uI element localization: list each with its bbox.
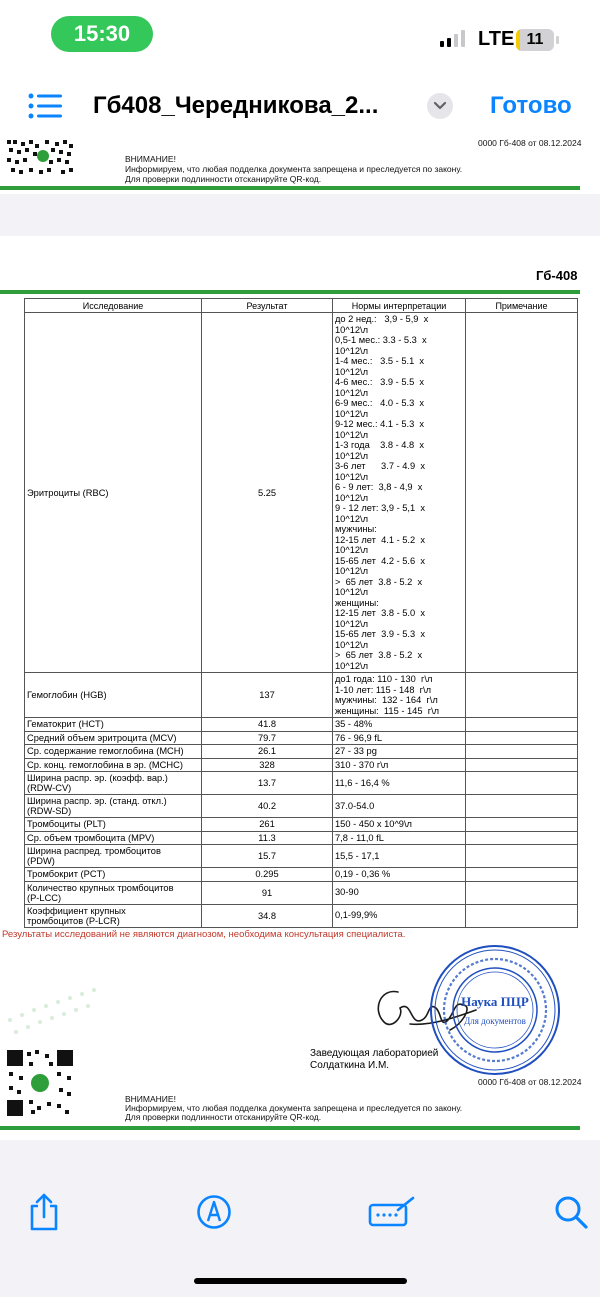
decor-dots — [0, 960, 130, 1050]
reference-range-cell: 11,6 - 16,4 % — [333, 772, 466, 795]
table-row — [25, 758, 578, 772]
green-divider — [0, 186, 580, 190]
forgery-warning: Информируем, что любая подделка документа запрещена и преследуется по закону. — [125, 164, 463, 174]
diagnosis-warning: Результаты исследований не являются диагнозом, необходима консультация специалиста. — [2, 929, 406, 940]
test-name-cell: Ср. содержание гемоглобина (MCH) — [25, 745, 202, 759]
reference-range-cell: 0,1-99,9% — [333, 904, 466, 927]
reference-range-cell: 310 - 370 г\л — [333, 758, 466, 772]
table-row — [25, 868, 578, 882]
battery-percent: 11 — [526, 31, 544, 48]
official-stamp — [427, 942, 563, 1078]
table-row — [25, 673, 578, 718]
result-cell: 34.8 — [202, 904, 333, 927]
title-menu-button[interactable] — [427, 93, 453, 119]
column-header: Нормы интерпретации — [333, 299, 466, 313]
report-code: Гб-408 — [536, 268, 578, 283]
table-row — [25, 904, 578, 927]
table-row — [25, 818, 578, 832]
attention-heading: ВНИМАНИЕ! — [125, 1094, 176, 1104]
note-cell — [466, 818, 578, 832]
result-cell: 261 — [202, 818, 333, 832]
result-cell: 11.3 — [202, 831, 333, 845]
table-row — [25, 845, 578, 868]
result-cell: 137 — [202, 673, 333, 718]
doc-number: 0000 Гб-408 от 08.12.2024 — [478, 138, 582, 148]
reference-range-cell: до1 года: 110 - 130 г\л 1-10 лет: 115 - 148 г\л мужчины: 132 - 164 г\л женщины: 115 - 145 г\л — [333, 673, 466, 718]
note-cell — [466, 673, 578, 718]
result-cell: 15.7 — [202, 845, 333, 868]
results-table — [24, 298, 578, 928]
test-name-cell: Ср. объем тромбоцита (MPV) — [25, 831, 202, 845]
note-cell — [466, 795, 578, 818]
signature-block — [310, 1048, 438, 1072]
note-cell — [466, 745, 578, 759]
time-pill[interactable] — [51, 16, 153, 52]
table-row — [25, 772, 578, 795]
reference-range-cell: 7,8 - 11,0 fL — [333, 831, 466, 845]
note-cell — [466, 731, 578, 745]
stamp-purpose: Для документов — [464, 1016, 526, 1026]
note-cell — [466, 904, 578, 927]
green-divider — [0, 290, 580, 294]
chevron-down-icon — [427, 93, 453, 119]
share-icon[interactable] — [27, 1192, 61, 1232]
test-name-cell: Ширина распред. тромбоцитов (PDW) — [25, 845, 202, 868]
result-cell: 41.8 — [202, 718, 333, 732]
test-name-cell: Ширина распр. эр. (коэфф. вар.) (RDW-CV) — [25, 772, 202, 795]
table-row — [25, 795, 578, 818]
status-time: 15:30 — [73, 21, 131, 46]
battery-tip — [556, 36, 559, 44]
note-cell — [466, 868, 578, 882]
document-title: Гб408_Чередникова_2... — [93, 92, 379, 119]
note-cell — [466, 772, 578, 795]
column-header: Примечание — [466, 299, 578, 313]
bottom-toolbar — [0, 1140, 600, 1297]
home-indicator[interactable] — [194, 1278, 407, 1284]
reference-range-cell: 35 - 48% — [333, 718, 466, 732]
nav-bar — [0, 72, 600, 140]
qr-instruction: Для проверки подлинности отсканируйте QR-код. — [125, 1112, 322, 1122]
green-divider — [0, 1126, 580, 1130]
note-cell — [466, 831, 578, 845]
search-icon[interactable] — [553, 1194, 589, 1230]
done-button[interactable]: Готово — [490, 92, 572, 119]
test-name-cell: Количество крупных тромбоцитов (P-LCC) — [25, 881, 202, 904]
reference-range-cell: 76 - 96,9 fL — [333, 731, 466, 745]
test-name-cell: Гематокрит (HCT) — [25, 718, 202, 732]
result-cell: 26.1 — [202, 745, 333, 759]
result-cell: 5.25 — [202, 313, 333, 673]
list-icon[interactable] — [28, 92, 62, 120]
markup-icon[interactable] — [196, 1194, 232, 1230]
note-cell — [466, 881, 578, 904]
doc-number: 0000 Гб-408 от 08.12.2024 — [478, 1077, 582, 1087]
column-header: Исследование — [25, 299, 202, 313]
signer-name: Солдаткина И.М. — [310, 1060, 390, 1071]
result-cell: 91 — [202, 881, 333, 904]
table-row — [25, 718, 578, 732]
table-row — [25, 831, 578, 845]
reference-range-cell: 30-90 — [333, 881, 466, 904]
cellular-signal-icon — [440, 30, 465, 47]
test-name-cell: Тромбоциты (PLT) — [25, 818, 202, 832]
qr-code — [5, 138, 75, 178]
test-name-cell: Эритроциты (RBC) — [25, 313, 202, 673]
test-name-cell: Тромбокрит (PCT) — [25, 868, 202, 882]
page-gap — [0, 194, 600, 236]
column-header: Результат — [202, 299, 333, 313]
qr-instruction: Для проверки подлинности отсканируйте QR-код. — [125, 174, 322, 184]
note-cell — [466, 718, 578, 732]
note-cell — [466, 758, 578, 772]
test-name-cell: Ширина распр. эр. (станд. откл.) (RDW-SD) — [25, 795, 202, 818]
test-name-cell: Коэффициент крупных тромбоцитов (P-LCR) — [25, 904, 202, 927]
signer-title: Заведующая лабораторией — [310, 1048, 439, 1059]
reference-range-cell: до 2 нед.: 3,9 - 5,9 x 10^12\л 0,5-1 мес.: 3.3 - 5.3 x 10^12\л 1-4 мес.: 3.5 - 5.1 x 10^12\л 4-6 мес.: 3.9 - 5.5 x 10^12\л 6-9 мес.: 4.0 - 5.3 x 10^12\л 9-12 мес.: 4.1 - 5.3 x 10^12\л 1-3 года 3.8 - 4.8 x 10^12\л 3-6 лет 3.7 - 4.9 x 10^12\л 6 - 9 лет: 3,8 - 4,9 x 10^12\л 9 - 12 лет: 3,9 - 5,1 x 10^12\л мужчины: 12-15 лет 4.1 - 5.2 x 10^12\л 15-65 лет 4.2 - 5.6 x 10^12\л > 65 лет 3.8 - 5.2 x 10^12\л женщины: 12-15 лет 3.8 - 5.0 x 10^12\л 15-65 лет 3.9 - 5.3 x 10^12\л > 65 лет 3.8 - 5.2 x 10^12\л — [333, 313, 466, 673]
reference-range-cell: 0,19 - 0,36 % — [333, 868, 466, 882]
reference-range-cell: 27 - 33 pg — [333, 745, 466, 759]
test-name-cell: Гемоглобин (HGB) — [25, 673, 202, 718]
test-name-cell: Ср. конц. гемоглобина в эр. (MCHC) — [25, 758, 202, 772]
result-cell: 40.2 — [202, 795, 333, 818]
table-row — [25, 313, 578, 673]
status-bar — [0, 0, 600, 72]
result-cell: 13.7 — [202, 772, 333, 795]
table-row — [25, 731, 578, 745]
battery-icon — [516, 29, 554, 51]
stamp-org: Наука ПЦР — [461, 994, 529, 1009]
note-cell — [466, 845, 578, 868]
reference-range-cell: 150 - 450 x 10^9\л — [333, 818, 466, 832]
qr-code — [5, 1048, 75, 1118]
reference-range-cell: 15,5 - 17,1 — [333, 845, 466, 868]
note-cell — [466, 313, 578, 673]
table-row — [25, 881, 578, 904]
network-type: LTE — [478, 28, 515, 50]
forgery-warning: Информируем, что любая подделка документа запрещена и преследуется по закону. — [125, 1103, 463, 1113]
result-cell: 79.7 — [202, 731, 333, 745]
table-row — [25, 745, 578, 759]
test-name-cell: Средний объем эритроцита (MCV) — [25, 731, 202, 745]
table-header-row — [25, 299, 578, 313]
result-cell: 328 — [202, 758, 333, 772]
result-cell: 0.295 — [202, 868, 333, 882]
reference-range-cell: 37.0-54.0 — [333, 795, 466, 818]
signature-icon[interactable] — [368, 1196, 416, 1228]
attention-heading: ВНИМАНИЕ! — [125, 154, 176, 164]
